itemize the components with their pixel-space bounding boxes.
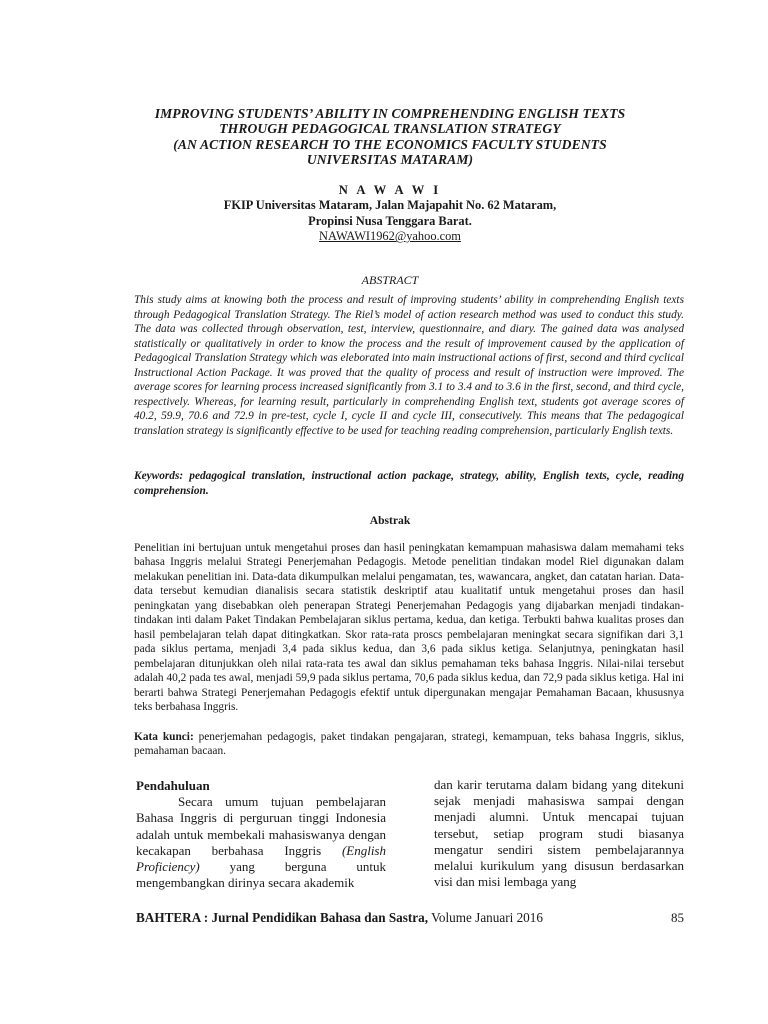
intro-left-column	[136, 778, 386, 891]
title-line: IMPROVING STUDENTS’ ABILITY IN COMPREHENDING ENGLISH TEXTS	[154, 106, 626, 121]
author-block	[150, 183, 630, 245]
author-affiliation: Propinsi Nusa Tenggara Barat.	[308, 213, 472, 228]
title-line: (AN ACTION RESEARCH TO THE ECONOMICS FACULTY STUDENTS	[173, 136, 607, 152]
intro-paragraph-continued: dan karir terutama dalam bidang yang ditekuni sejak menjadi mahasiswa sampai dengan menjadi alumni. Untuk mencapai tujuan tersebut, setiap program studi biasanya mengatur sendiri sistem pembelajarannya melalui kurikulum yang disusun berdasarkan visi dan misi lembaga yang	[434, 777, 684, 890]
abstract-body: This study aims at knowing both the process and result of improving students’ ability in comprehending English texts through Pedagogical Translation Strategy. The Riel’s model of action research method was used to conduct this study. The data was collected through observation, test, interview, questionnaire, and diary. The gained data was analysed statistically or qualitatively in order to know the process and the result of improvement caused by the application of Pedagogical Translation Strategy which was eleborated into main instructional actions of first, second and third cyclical Instructional Action Package. It was proved that the quality of process and result of instruction were improved. The average scores for learning process increased significantly from 3.1 to 3.4 and to 3.6 in the first, second, and third cycle, respectively. Whereas, for learning result, particularly in comprehending English text, students got average scores of 40.2, 59.9, 70.6 and 72.9 in pre-test, cycle I, cycle II and cycle III, consecutively. This means that The pedagogical translation strategy is significantly effective to be used for teaching reading comprehension, particularly English texts.	[134, 294, 684, 437]
intro-italic-term: (English Proficiency)	[136, 842, 386, 875]
journal-footer	[136, 910, 686, 926]
abstract-heading: ABSTRACT	[361, 273, 419, 287]
title-line: UNIVERSITAS MATARAM)	[306, 152, 474, 168]
journal-volume: Volume Januari 2016	[428, 910, 543, 925]
keywords-label: Kata kunci:	[134, 731, 194, 743]
author-name: N A W A W I	[338, 183, 442, 197]
journal-name: BAHTERA : Jurnal Pendidikan Bahasa dan Sastra,	[136, 910, 429, 925]
keywords-text: penerjemahan pedagogis, paket tindakan pengajaran, strategi, kemampuan, teks bahasa Inggris, siklus, pemahaman bacaan.	[134, 731, 685, 758]
abstrak-keywords	[134, 730, 684, 759]
intro-text: Secara umum tujuan pembelajaran Bahasa Inggris di perguruan tinggi Indonesia adalah untuk membekali mahasiswanya dengan kecakapan berbahasa Inggris	[136, 794, 386, 858]
abstrak-heading: Abstrak	[369, 514, 411, 527]
page-number: 85	[671, 910, 684, 925]
title-line: THROUGH PEDAGOGICAL TRANSLATION STRATEGY	[219, 121, 561, 137]
intro-text: yang berguna untuk mengembangkan dirinya secara akademik	[136, 859, 386, 891]
intro-paragraph	[136, 794, 386, 891]
abstrak-body: Penelitian ini bertujuan untuk mengetahui proses dan hasil peningkatan kemampuan mahasiswa dalam memahami teks bahasa Inggris melalui Strategi Penerjemahan Pedagogis. Metode penelitian tindakan model Riel digunakan dalam melakukan penelitian ini. Data-data dikumpulkan melalui pengamatan, tes, wawancara, angket, dan catatan harian. Data-data tersebut kemudian dianalisis secara statistik deskriptif atau kualitatif untuk mengetahui proses dan hasil peningkatan yang disebabkan oleh penerapan Strategi Penerjemahan Pedagogis yang dijabarkan menjadi tindakan-tindakan inti dalam Paket Tindakan Pembelajaran siklus pertama, kedua, dan ketiga. Terbukti bahwa kualitas proses dan hasil pembelajaran telah dapat ditingkatkan. Skor rata-rata proscs pembelajaran meningkat secara signifikan dari 3,1 pada siklus pertama, menjadi 3,4 pada siklus kedua, dan 3,6 pada siklus ketiga. Selanjutnya, peningkatan hasil pembelajaran ditunjukkan oleh nilai rata-rata tes awal dan siklus pemahaman teks bahasa Inggris. Nilai-nilai tersebut adalah 40,2 pada tes awal, menjadi 59,9 pada siklus pertama, 70,6 pada siklus kedua, dan 72,9 pada siklus ketiga. Hal ini berarti bahwa Strategi Penerjemahan Pedagogis efektif untuk dipergunakan mengajar Pemahaman Bacaan, khususnya teks berbahasa Inggris.	[134, 542, 684, 713]
abstract-keywords: Keywords: pedagogical translation, instructional action package, strategy, ability, English texts, cycle, reading comprehension.	[134, 470, 684, 497]
paper-title	[100, 106, 680, 168]
author-email[interactable]: NAWAWI1962@yahoo.com	[319, 229, 461, 244]
section-heading: Pendahuluan	[136, 778, 210, 793]
author-affiliation: FKIP Universitas Mataram, Jalan Majapahit No. 62 Mataram,	[223, 198, 557, 213]
intro-right-column	[434, 777, 684, 890]
